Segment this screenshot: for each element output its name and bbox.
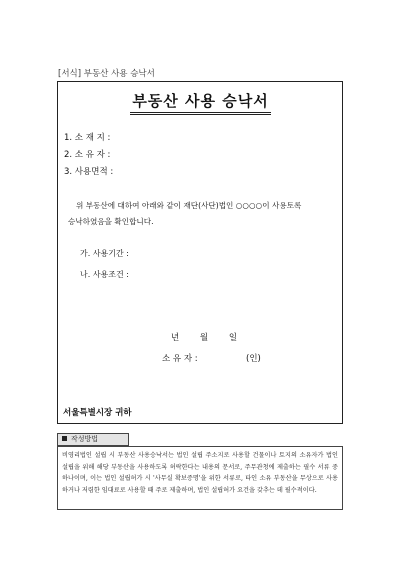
form-label: [서식] 부동산 사용 승낙서	[58, 69, 155, 79]
guide-tab	[57, 433, 129, 446]
usage-conditions-label: 나. 사용조건 :	[80, 270, 129, 279]
recipient: 서울특별시장 귀하	[63, 408, 132, 418]
date-line: 년 월 일	[171, 333, 238, 343]
consent-paragraph-line-1: 위 부동산에 대하여 아래와 같이 재단(사단)법인 ○○○○이 사용토록	[76, 201, 302, 210]
guide-box	[57, 446, 343, 510]
location-field-label: 1. 소 재 지 :	[64, 133, 111, 143]
guide-text: 비영리법인 설립 시 부동산 사용승낙서는 법인 설립 주소지로 사용할 건물이나 토지의 소유자가 법인 설립을 위해 해당 부동산을 사용하도록 허락한다는 내용의 문서로, 주무관청에 제출하는 필수 서류 중 하나이며, 이는 법인 설립허가 시 '사무실 확보증명'을 위한 서류로, 타인 소유 부동산을 무상으로 사용하거나 저렴한 임대료로 사용할 때 주로 제출하며, 법인 설립허가 요건을 갖추는 데 필수적이다.	[62, 452, 338, 494]
owner-signature-label: 소 유 자 :	[162, 354, 198, 364]
consent-paragraph	[68, 198, 336, 230]
square-bullet-icon	[62, 436, 67, 441]
usage-period-label: 가. 사용기간 :	[80, 249, 129, 258]
seal-mark: (인)	[246, 354, 261, 364]
guide-tab-label: 작성방법	[71, 435, 99, 443]
usage-area-field-label: 3. 사용면적 :	[64, 167, 114, 177]
consent-form-box	[57, 81, 343, 424]
owner-field-label: 2. 소 유 자 :	[64, 150, 111, 160]
document-title: 부동산 사용 승낙서	[130, 90, 271, 115]
consent-paragraph-line-2: 승낙하였음을 확인합니다.	[68, 217, 154, 226]
